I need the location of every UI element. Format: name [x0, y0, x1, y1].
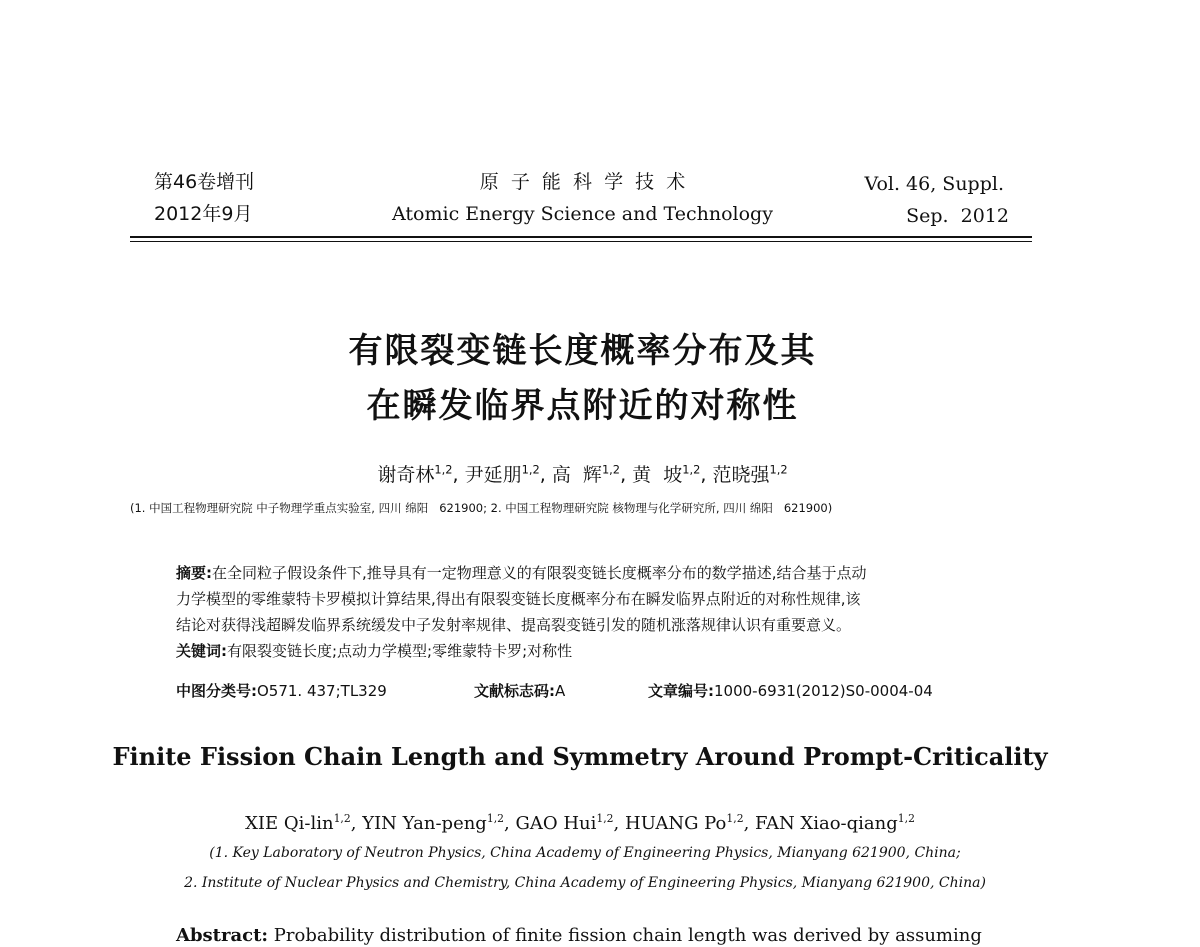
doc-code: 文献标志码:A [474, 682, 566, 700]
journal-title-cn: 原 子 能 科 学 技 术 [479, 171, 686, 193]
author-cn: 黄 坡$^{1,2}$ [632, 462, 701, 486]
title-en: Finite Fission Chain Length and Symmetry Around Prompt-Criticality [112, 742, 1048, 771]
author-en: FAN Xiao-qiang$^{1,2}$ [755, 812, 915, 834]
date-en: Sep. 2012 [906, 205, 1009, 227]
volume-en: Vol. 46, Suppl. [864, 173, 1004, 195]
authors-cn: 谢奇林$^{1,2}$, 尹延朋$^{1,2}$, 高 辉$^{1,2}$, 黄 坡$^{1,2}$, 范晓强$^{1,2}$ [377, 462, 788, 486]
author-en: XIE Qi-lin$^{1,2}$ [245, 812, 351, 834]
header-rule-thin [130, 241, 1032, 242]
volume-cn: 第46卷增刊 [154, 171, 255, 193]
author-cn: 高 辉$^{1,2}$ [551, 462, 621, 486]
author-cn: 范晓强$^{1,2}$ [712, 462, 788, 486]
abstract-cn-line3: 结论对获得浅超瞬发临界系统缓发中子发射率规律、提高裂变链引发的随机涨落规律认识有重要意义。 [176, 616, 852, 634]
author-cn: 尹延朋$^{1,2}$ [464, 462, 540, 486]
clc: 中图分类号:O571. 437;TL329 [176, 682, 387, 700]
title-cn-line2: 在瞬发临界点附近的对称性 [366, 386, 799, 426]
abstract-en [176, 925, 982, 946]
header-rule-thick [130, 236, 1032, 238]
affiliation-en-line2: 2. Institute of Nuclear Physics and Chemistry, China Academy of Engineering Physics, Mianyang 621900, China) [184, 875, 986, 891]
abstract-cn-line1: 在全同粒子假设条件下,推导具有一定物理意义的有限裂变链长度概率分布的数学描述,结合基于点动 [212, 564, 867, 582]
keywords-cn: 有限裂变链长度;点动力学模型;零维蒙特卡罗;对称性 [227, 642, 573, 660]
journal-title-en: Atomic Energy Science and Technology [392, 203, 773, 225]
abstract-en-text: Probability distribution of finite fission chain length was derived by assuming [268, 925, 982, 946]
date-cn: 2012年9月 [154, 203, 253, 225]
author-en: GAO Hui$^{1,2}$ [515, 812, 614, 834]
classification-row [176, 678, 1006, 704]
authors-en: XIE Qi-lin$^{1,2}$, YIN Yan-peng$^{1,2}$, GAO Hui$^{1,2}$, HUANG Po$^{1,2}$, FAN Xiao-qiang$^{1,2}$ [245, 812, 915, 834]
keywords-cn-label: 关键词: [176, 642, 227, 660]
affiliation-en-line1: (1. Key Laboratory of Neutron Physics, China Academy of Engineering Physics, Mianyang 621900, China; [209, 845, 961, 861]
abstract-en-label: Abstract: [176, 925, 269, 946]
abstract-cn [176, 560, 867, 664]
abstract-cn-label: 摘要: [176, 564, 212, 582]
article-number: 文章编号:1000-6931(2012)S0-0004-04 [648, 682, 933, 700]
abstract-cn-line2: 力学模型的零维蒙特卡罗模拟计算结果,得出有限裂变链长度概率分布在瞬发临界点附近的对称性规律,该 [176, 590, 861, 608]
author-cn: 谢奇林$^{1,2}$ [377, 462, 453, 486]
author-en: YIN Yan-peng$^{1,2}$ [362, 812, 505, 834]
author-en: HUANG Po$^{1,2}$ [625, 812, 744, 834]
affiliation-cn: (1. 中国工程物理研究院 中子物理学重点实验室, 四川 绵阳 621900; 2. 中国工程物理研究院 核物理与化学研究所, 四川 绵阳 621900) [130, 501, 833, 515]
title-cn-line1: 有限裂变链长度概率分布及其 [348, 331, 817, 371]
